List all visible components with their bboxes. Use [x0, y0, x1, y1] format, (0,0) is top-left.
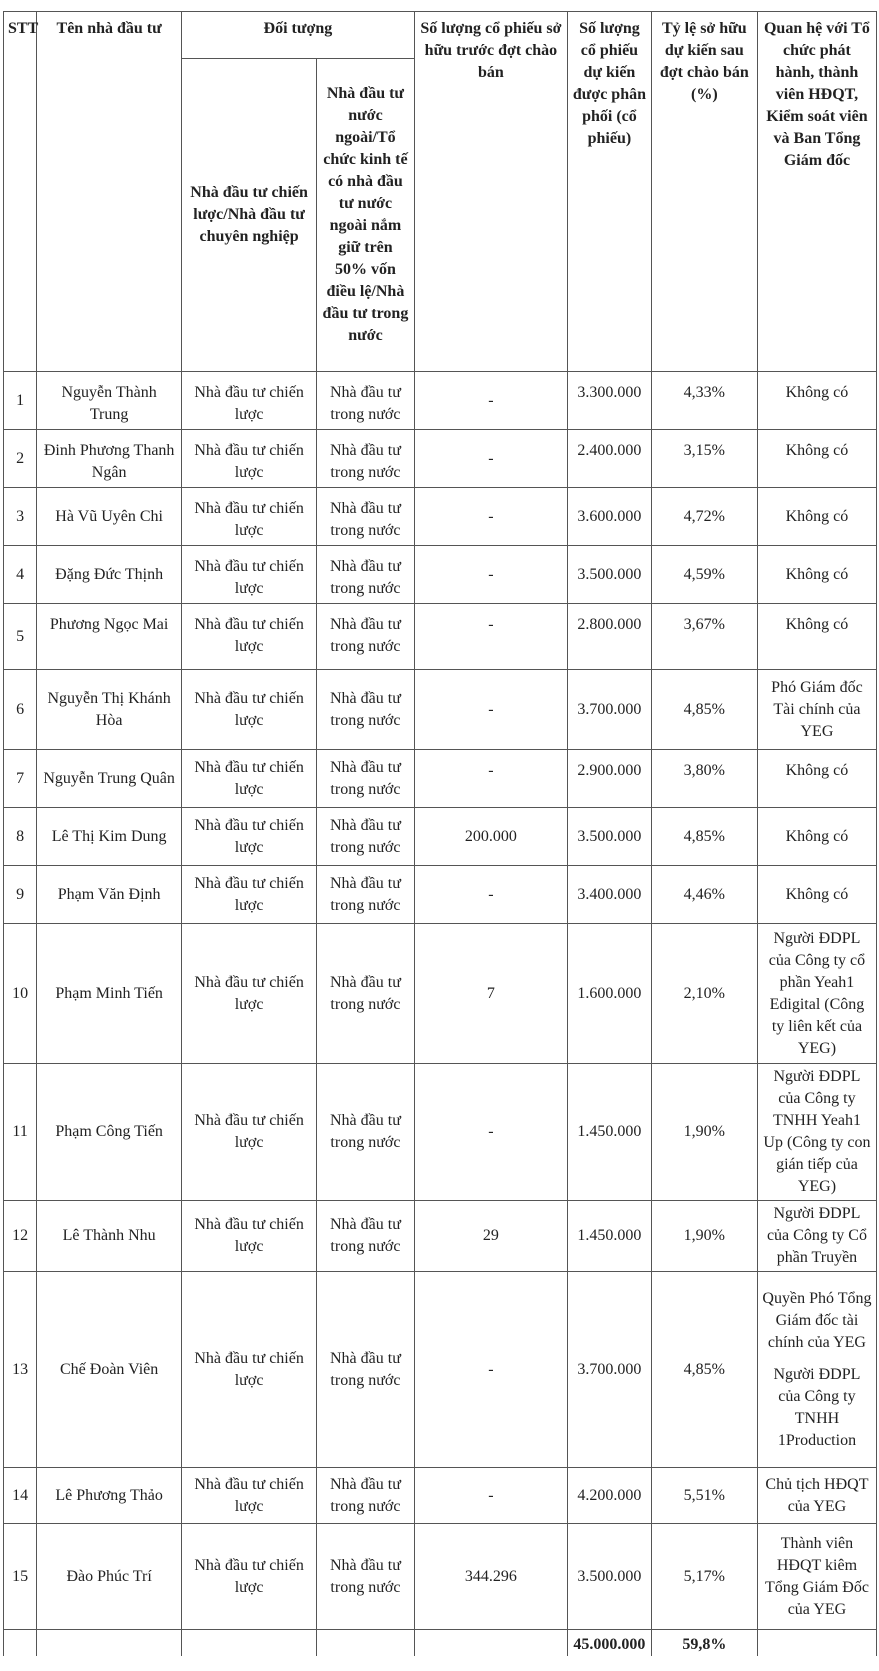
cell-ratio: 4,72% — [651, 488, 757, 546]
cell-type2: Nhà đầu tư trong nước — [317, 750, 415, 808]
cell-before: - — [414, 488, 567, 546]
cell-allocated: 3.500.000 — [568, 808, 652, 866]
cell-type1: Nhà đầu tư chiến lược — [182, 488, 317, 546]
cell-type1: Nhà đầu tư chiến lược — [182, 866, 317, 924]
cell-relation: Người ĐDPL của Công ty cổ phần Yeah1 Edigital (Công ty liên kết của YEG) — [757, 924, 876, 1064]
cell-type2: Nhà đầu tư trong nước — [317, 1064, 415, 1201]
cell-stt: 3 — [4, 488, 37, 546]
cell-relation: Không có — [757, 866, 876, 924]
cell-name: Phương Ngọc Mai — [37, 604, 182, 670]
cell-allocated: 1.600.000 — [568, 924, 652, 1064]
header-relation: Quan hệ với Tổ chức phát hành, thành viên HĐQT, Kiểm soát viên và Ban Tổng Giám đốc — [757, 12, 876, 372]
cell-ratio: 4,46% — [651, 866, 757, 924]
cell-type1: Nhà đầu tư chiến lược — [182, 604, 317, 670]
investor-table — [3, 11, 877, 1656]
cell-before: - — [414, 1064, 567, 1201]
cell-ratio: 5,51% — [651, 1468, 757, 1524]
cell-stt: 1 — [4, 372, 37, 430]
cell-relation — [757, 1272, 876, 1468]
cell-ratio: 4,33% — [651, 372, 757, 430]
table-row — [4, 1468, 877, 1524]
cell-ratio: 4,85% — [651, 1272, 757, 1468]
cell-ratio: 3,67% — [651, 604, 757, 670]
table-row — [4, 924, 877, 1064]
header-doi-tuong-1: Nhà đầu tư chiến lược/Nhà đầu tư chuyên nghiệp — [182, 59, 317, 372]
cell-type1: Nhà đầu tư chiến lược — [182, 670, 317, 750]
cell-relation: Không có — [757, 808, 876, 866]
cell-stt: 6 — [4, 670, 37, 750]
header-before: Số lượng cổ phiếu sở hữu trước đợt chào bán — [414, 12, 567, 372]
table-row — [4, 1524, 877, 1630]
cell-stt: 13 — [4, 1272, 37, 1468]
table-row — [4, 750, 877, 808]
cell-type1: Nhà đầu tư chiến lược — [182, 372, 317, 430]
cell-allocated: 3.700.000 — [568, 1272, 652, 1468]
cell-name: Nguyễn Thị Khánh Hòa — [37, 670, 182, 750]
cell-relation: Chủ tịch HĐQT của YEG — [757, 1468, 876, 1524]
cell-ratio: 3,80% — [651, 750, 757, 808]
table-row — [4, 430, 877, 488]
cell-before: - — [414, 866, 567, 924]
cell-name: Lê Thành Nhu — [37, 1201, 182, 1272]
cell-type2: Nhà đầu tư trong nước — [317, 546, 415, 604]
cell-allocated: 2.800.000 — [568, 604, 652, 670]
cell-type2: Nhà đầu tư trong nước — [317, 430, 415, 488]
cell-relation: Không có — [757, 430, 876, 488]
cell-name: Phạm Văn Định — [37, 866, 182, 924]
cell-relation: Không có — [757, 488, 876, 546]
cell-relation: Phó Giám đốc Tài chính của YEG — [757, 670, 876, 750]
table-row — [4, 372, 877, 430]
cell-type2: Nhà đầu tư trong nước — [317, 670, 415, 750]
cell-stt: 15 — [4, 1524, 37, 1630]
cell-type1: Nhà đầu tư chiến lược — [182, 1524, 317, 1630]
cell-before: 7 — [414, 924, 567, 1064]
cell-type1: Nhà đầu tư chiến lược — [182, 750, 317, 808]
cell-name: Lê Thị Kim Dung — [37, 808, 182, 866]
cell-name: Phạm Minh Tiến — [37, 924, 182, 1064]
cell-ratio: 4,85% — [651, 670, 757, 750]
cell-before: - — [414, 750, 567, 808]
cell-stt: 4 — [4, 546, 37, 604]
cell-ratio: 1,90% — [651, 1064, 757, 1201]
table-row — [4, 1064, 877, 1201]
cell-type2: Nhà đầu tư trong nước — [317, 372, 415, 430]
cell-stt: 10 — [4, 924, 37, 1064]
cell-ratio: 5,17% — [651, 1524, 757, 1630]
cell-type2: Nhà đầu tư trong nước — [317, 924, 415, 1064]
table-row — [4, 866, 877, 924]
cell-type1: Nhà đầu tư chiến lược — [182, 808, 317, 866]
header-stt: STT — [4, 12, 37, 372]
cell-before: - — [414, 372, 567, 430]
cell-name: Hà Vũ Uyên Chi — [37, 488, 182, 546]
cell-type1: Nhà đầu tư chiến lược — [182, 1272, 317, 1468]
header-name: Tên nhà đầu tư — [37, 12, 182, 372]
cell-name: Đặng Đức Thịnh — [37, 546, 182, 604]
cell-before: 344.296 — [414, 1524, 567, 1630]
cell-name: Nguyễn Thành Trung — [37, 372, 182, 430]
cell-ratio: 2,10% — [651, 924, 757, 1064]
cell-allocated: 3.600.000 — [568, 488, 652, 546]
header-doi-tuong: Đối tượng — [182, 12, 415, 59]
cell-before: 29 — [414, 1201, 567, 1272]
cell-before: - — [414, 1272, 567, 1468]
cell-allocated: 1.450.000 — [568, 1064, 652, 1201]
cell-relation: Không có — [757, 372, 876, 430]
cell-before: - — [414, 546, 567, 604]
cell-ratio: 1,90% — [651, 1201, 757, 1272]
cell-relation: Người ĐDPL của Công ty TNHH Yeah1 Up (Công ty con gián tiếp của YEG) — [757, 1064, 876, 1201]
cell-ratio: 4,59% — [651, 546, 757, 604]
cell-relation: Không có — [757, 750, 876, 808]
header-allocated: Số lượng cổ phiếu dự kiến được phân phối (cổ phiếu) — [568, 12, 652, 372]
cell-type1: Nhà đầu tư chiến lược — [182, 546, 317, 604]
cell-type1: Nhà đầu tư chiến lược — [182, 1064, 317, 1201]
total-ratio: 59,8% — [651, 1630, 757, 1657]
cell-before: - — [414, 1468, 567, 1524]
cell-name: Lê Phương Thảo — [37, 1468, 182, 1524]
cell-type2: Nhà đầu tư trong nước — [317, 1524, 415, 1630]
cell-allocated: 3.500.000 — [568, 1524, 652, 1630]
table-row — [4, 1272, 877, 1468]
cell-before: 200.000 — [414, 808, 567, 866]
cell-stt: 2 — [4, 430, 37, 488]
cell-allocated: 2.900.000 — [568, 750, 652, 808]
cell-ratio: 3,15% — [651, 430, 757, 488]
cell-relation: Không có — [757, 604, 876, 670]
table-body — [4, 372, 877, 1657]
cell-stt: 8 — [4, 808, 37, 866]
cell-stt: 14 — [4, 1468, 37, 1524]
cell-name: Phạm Công Tiến — [37, 1064, 182, 1201]
table-row — [4, 488, 877, 546]
cell-stt: 11 — [4, 1064, 37, 1201]
cell-stt: 7 — [4, 750, 37, 808]
cell-type2: Nhà đầu tư trong nước — [317, 1272, 415, 1468]
cell-allocated: 2.400.000 — [568, 430, 652, 488]
cell-type2: Nhà đầu tư trong nước — [317, 488, 415, 546]
cell-allocated: 1.450.000 — [568, 1201, 652, 1272]
cell-type1: Nhà đầu tư chiến lược — [182, 1468, 317, 1524]
total-row — [4, 1630, 877, 1657]
table-row — [4, 670, 877, 750]
cell-allocated: 4.200.000 — [568, 1468, 652, 1524]
table-row — [4, 1201, 877, 1272]
cell-relation: Thành viên HĐQT kiêm Tổng Giám Đốc của YEG — [757, 1524, 876, 1630]
cell-relation: Không có — [757, 546, 876, 604]
cell-name: Đào Phúc Trí — [37, 1524, 182, 1630]
header-ratio: Tỷ lệ sở hữu dự kiến sau đợt chào bán (%) — [651, 12, 757, 372]
cell-stt: 5 — [4, 604, 37, 670]
cell-type2: Nhà đầu tư trong nước — [317, 808, 415, 866]
cell-type1: Nhà đầu tư chiến lược — [182, 1201, 317, 1272]
cell-name: Đinh Phương Thanh Ngân — [37, 430, 182, 488]
cell-type1: Nhà đầu tư chiến lược — [182, 430, 317, 488]
cell-name: Nguyễn Trung Quân — [37, 750, 182, 808]
cell-before: - — [414, 604, 567, 670]
cell-type2: Nhà đầu tư trong nước — [317, 1201, 415, 1272]
table-row — [4, 808, 877, 866]
cell-allocated: 3.400.000 — [568, 866, 652, 924]
cell-before: - — [414, 430, 567, 488]
cell-stt: 12 — [4, 1201, 37, 1272]
cell-relation: Người ĐDPL của Công ty Cổ phần Truyền — [757, 1201, 876, 1272]
header-doi-tuong-2: Nhà đầu tư nước ngoài/Tổ chức kinh tế có nhà đầu tư nước ngoài nắm giữ trên 50% vốn điều lệ/Nhà đầu tư trong nước — [317, 59, 415, 372]
cell-stt: 9 — [4, 866, 37, 924]
cell-name: Chế Đoàn Viên — [37, 1272, 182, 1468]
relation-text-2: Người ĐDPL của Công ty TNHH 1Production — [773, 1365, 861, 1449]
cell-type2: Nhà đầu tư trong nước — [317, 1468, 415, 1524]
cell-allocated: 3.500.000 — [568, 546, 652, 604]
cell-type2: Nhà đầu tư trong nước — [317, 604, 415, 670]
cell-allocated: 3.300.000 — [568, 372, 652, 430]
table-row — [4, 546, 877, 604]
cell-ratio: 4,85% — [651, 808, 757, 866]
cell-before: - — [414, 670, 567, 750]
cell-allocated: 3.700.000 — [568, 670, 652, 750]
total-allocated: 45.000.000 — [568, 1630, 652, 1657]
cell-type1: Nhà đầu tư chiến lược — [182, 924, 317, 1064]
cell-type2: Nhà đầu tư trong nước — [317, 866, 415, 924]
table-row — [4, 604, 877, 670]
relation-text: Quyền Phó Tổng Giám đốc tài chính của YEG — [762, 1289, 872, 1351]
